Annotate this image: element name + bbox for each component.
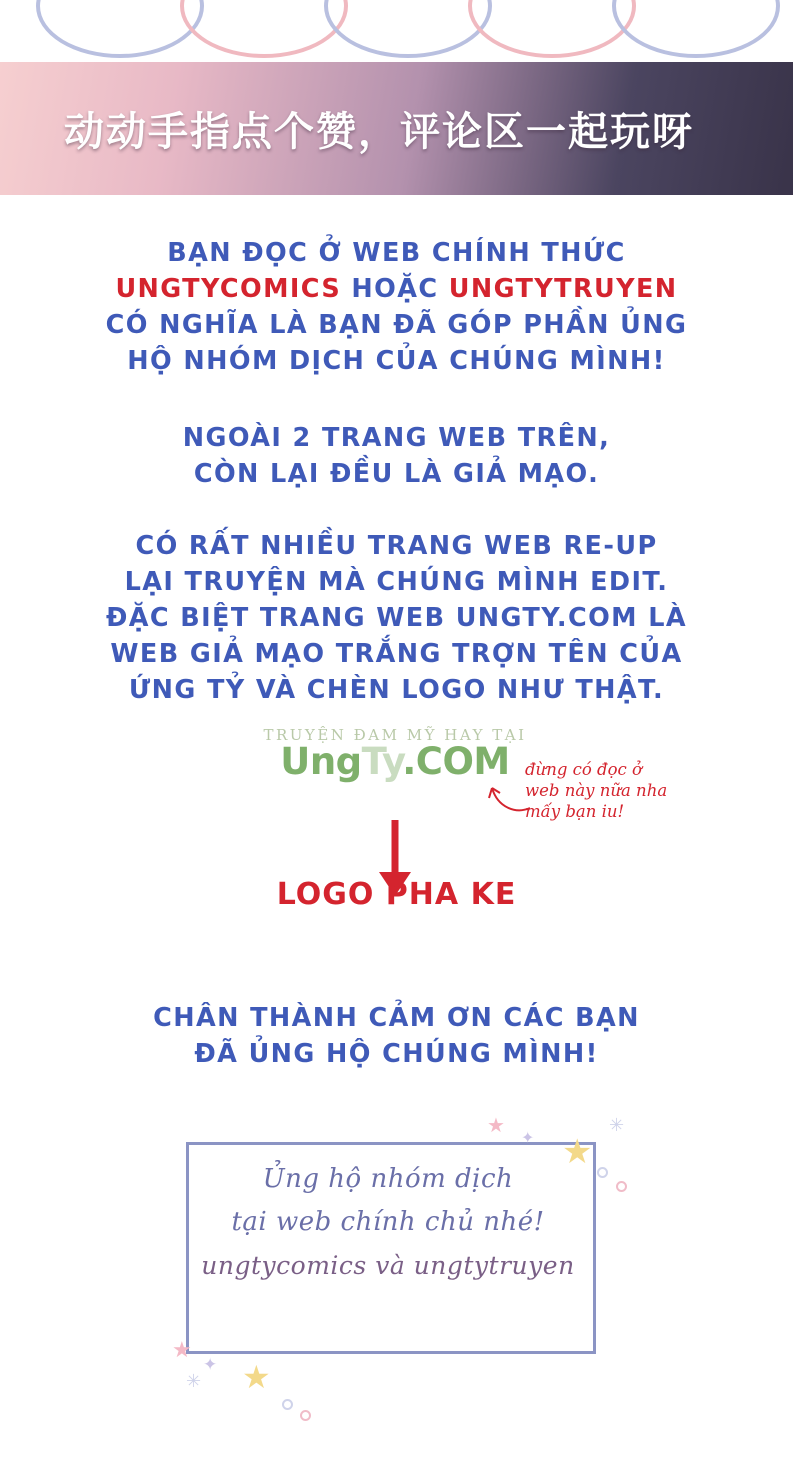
fake-logo-sample bbox=[255, 726, 535, 783]
paragraph1-line4: HỘ NHÓM DỊCH CỦA CHÚNG MÌNH! bbox=[127, 346, 666, 376]
paragraph2-line1: NGOÀI 2 TRANG WEB TRÊN, bbox=[182, 423, 611, 453]
star-icon: ★ bbox=[562, 1132, 593, 1172]
paragraph3-line2: LẠI TRUYỆN MÀ CHÚNG MÌNH EDIT. bbox=[124, 567, 669, 597]
paragraph2-line2: CÒN LẠI ĐỀU LÀ GIẢ MẠO. bbox=[193, 459, 600, 489]
site-name-ungtytruyen: UNGTYTRUYEN bbox=[448, 274, 678, 304]
paragraph4-line2: ĐÃ ỦNG HỘ CHÚNG MÌNH! bbox=[194, 1039, 599, 1069]
star-icon: ★ bbox=[172, 1338, 192, 1363]
banner bbox=[0, 62, 793, 195]
content-area bbox=[0, 195, 793, 1474]
decorative-arc bbox=[612, 0, 780, 58]
top-decorative-strip bbox=[0, 0, 793, 62]
handwritten-note bbox=[525, 759, 700, 822]
paragraph3-line1: CÓ RẤT NHIỀU TRANG WEB RE-UP bbox=[135, 531, 658, 561]
note-line1: đừng có đọc ở bbox=[525, 760, 642, 779]
paragraph1-line1: BẠN ĐỌC Ở WEB CHÍNH THỨC bbox=[167, 238, 626, 268]
paragraph3-line4: WEB GIẢ MẠO TRẮNG TRỢN TÊN CỦA bbox=[110, 639, 683, 669]
paragraph-other-sites-fake bbox=[0, 420, 793, 492]
decorative-arc bbox=[468, 0, 636, 58]
fake-logo-part-a: Ung bbox=[280, 740, 362, 783]
note-line3: mấy bạn iu! bbox=[525, 802, 625, 821]
paragraph-reup-warning bbox=[0, 528, 793, 708]
paragraph1-line2 bbox=[0, 271, 793, 307]
sparkle-icon: ✳ bbox=[609, 1115, 625, 1136]
card-line2: tại web chính chủ nhé! bbox=[231, 1207, 545, 1237]
site-name-ungtycomics: UNGTYCOMICS bbox=[115, 274, 342, 304]
fake-logo-tagline: TRUYỆN ĐAM MỸ HAY TẠI bbox=[263, 726, 527, 744]
paragraph-thanks bbox=[0, 1000, 793, 1072]
paragraph3-line5: ỨNG TỶ VÀ CHÈN LOGO NHƯ THẬT. bbox=[128, 675, 665, 705]
card-line1: Ủng hộ nhóm dịch bbox=[262, 1164, 514, 1194]
fake-logo-wordmark bbox=[255, 740, 535, 783]
dot-icon bbox=[282, 1399, 293, 1410]
star-icon: ★ bbox=[242, 1358, 271, 1396]
paragraph-official-sites bbox=[0, 235, 793, 379]
star-icon: ★ bbox=[487, 1113, 505, 1137]
dot-icon bbox=[300, 1410, 311, 1421]
sparkle-icon: ✳ bbox=[186, 1371, 202, 1392]
paragraph3-line3: ĐẶC BIỆT TRANG WEB UNGTY.COM LÀ bbox=[106, 603, 687, 633]
paragraph1-line2-mid: HOẶC bbox=[341, 274, 449, 304]
fake-logo-part-b: Ty bbox=[361, 740, 403, 783]
paragraph4-line1: CHÂN THÀNH CẢM ƠN CÁC BẠN bbox=[153, 1003, 640, 1033]
fake-logo-caption: LOGO PHA KE bbox=[276, 877, 517, 912]
star-icon: ✦ bbox=[203, 1355, 218, 1375]
decorative-arc bbox=[36, 0, 204, 58]
card-line3: ungtycomics và ungtytruyen bbox=[201, 1251, 575, 1280]
banner-text: 动动手指点个赞，评论区一起玩呀 bbox=[64, 109, 694, 155]
decorative-arc bbox=[180, 0, 348, 58]
dot-icon bbox=[616, 1181, 627, 1192]
support-card-text bbox=[186, 1158, 590, 1287]
note-line2: web này nữa nha bbox=[525, 781, 668, 800]
fake-logo-part-c: .COM bbox=[402, 740, 510, 783]
dot-icon bbox=[597, 1167, 608, 1178]
star-icon: ✦ bbox=[521, 1128, 535, 1147]
paragraph1-line3: CÓ NGHĨA LÀ BẠN ĐÃ GÓP PHẦN ỦNG bbox=[105, 310, 688, 340]
decorative-arc bbox=[324, 0, 492, 58]
